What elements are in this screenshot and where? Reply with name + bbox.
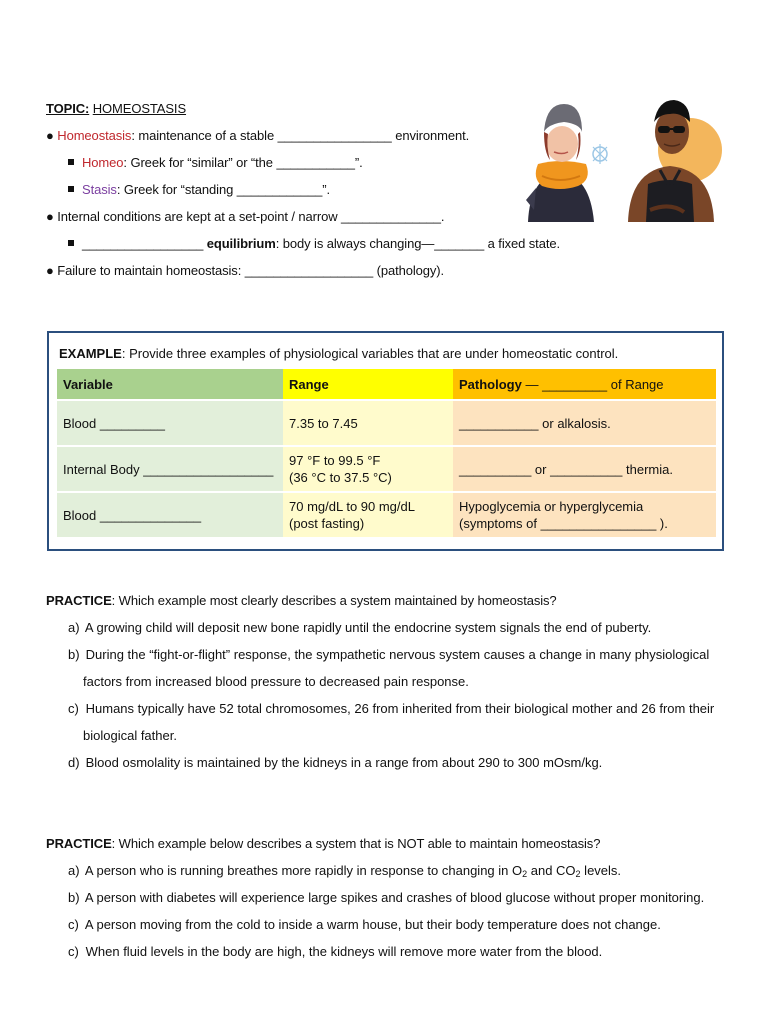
topic-heading: [46, 100, 186, 117]
table-row: [57, 446, 716, 492]
option-letter: c): [68, 944, 79, 959]
term-homeostasis: Homeostasis: [57, 128, 132, 143]
option-text: A person moving from the cold to inside a warm house, but their body temperature does not change.: [84, 917, 661, 932]
cell-variable: Internal Body __________________: [57, 446, 283, 492]
option-letter: c): [68, 917, 79, 932]
practice-question-text: : Which example most clearly describes a system maintained by homeostasis?: [111, 593, 557, 608]
header-variable: Variable: [57, 369, 283, 400]
option-text: When fluid levels in the body are high, the kidneys will remove more water from the blood.: [85, 944, 603, 959]
answer-option[interactable]: [68, 754, 602, 771]
option-text-continued: biological father.: [83, 728, 177, 743]
cell-range-line1: 70 mg/dL to 90 mg/dL: [289, 499, 415, 514]
cell-pathology-line1: Hypoglycemia or hyperglycemia: [459, 499, 644, 514]
cell-pathology-line2: (symptoms of ________________ ).: [459, 516, 668, 531]
header-range: Range: [283, 369, 453, 400]
practice-question: [46, 592, 557, 609]
bullet-failure: [46, 262, 444, 279]
option-text-part: A person who is running breathes more rapidly in response to changing in O: [84, 863, 523, 878]
sub-bullet-text: : Greek for “standing ____________”.: [116, 182, 331, 197]
term-equilibrium: equilibrium: [206, 236, 276, 251]
answer-option[interactable]: [68, 889, 704, 906]
sub-bullet-text: : body is always changing—_______ a fixed state.: [275, 236, 560, 251]
hot-cold-people-illustration: [520, 92, 730, 227]
cell-pathology: __________ or __________ thermia.: [453, 446, 716, 492]
cell-range-line2: (36 °C to 37.5 °C): [289, 470, 392, 485]
cell-range: [283, 446, 453, 492]
topic-title: HOMEOSTASIS: [92, 101, 187, 116]
option-text: During the “fight-or-flight” response, the sympathetic nervous system causes a change in many physiological: [85, 647, 710, 662]
option-text: Blood osmolality is maintained by the kidneys in a range from about 290 to 300 mOsm/kg.: [85, 755, 603, 770]
square-bullet-icon: [68, 186, 74, 192]
option-letter: a): [68, 863, 80, 878]
option-text: A person with diabetes will experience large spikes and crashes of blood glucose without proper monitoring.: [84, 890, 705, 905]
cell-variable: Blood ______________: [57, 492, 283, 538]
answer-option[interactable]: [68, 862, 621, 879]
sub-bullet-text: : Greek for “similar” or “the ___________”.: [123, 155, 363, 170]
cell-variable: Blood _________: [57, 400, 283, 446]
cold-person-figure: [526, 104, 607, 222]
bullet-internal-conditions: [46, 208, 444, 225]
subscript: 2: [522, 869, 528, 879]
sub-bullet-homeo: [68, 154, 363, 171]
option-text-continued: factors from increased blood pressure to decreased pain response.: [83, 674, 469, 689]
blank: _________________: [82, 236, 207, 251]
sub-bullet-stasis: [68, 181, 330, 198]
square-bullet-icon: [68, 240, 74, 246]
option-text: [85, 863, 621, 878]
answer-option[interactable]: [68, 646, 709, 663]
bullet-dot: ●: [46, 209, 54, 224]
bullet-homeostasis: [46, 127, 469, 144]
cell-pathology: ___________ or alkalosis.: [453, 400, 716, 446]
bullet-text: : maintenance of a stable ________________ environment.: [131, 128, 470, 143]
cell-range-line1: 97 °F to 99.5 °F: [289, 453, 381, 468]
answer-option[interactable]: [68, 619, 651, 636]
option-letter: c): [68, 701, 79, 716]
option-text: Humans typically have 52 total chromosomes, 26 from inherited from their biological mother and 26 from their: [85, 701, 715, 716]
bullet-text: Failure to maintain homeostasis: __________________ (pathology).: [57, 263, 445, 278]
example-prompt: [59, 345, 618, 362]
topic-label: TOPIC:: [46, 101, 90, 116]
bullet-text: Internal conditions are kept at a set-point / narrow ______________.: [57, 209, 445, 224]
answer-option[interactable]: [68, 943, 602, 960]
answer-option[interactable]: [68, 916, 661, 933]
hot-person-figure: [628, 100, 722, 222]
option-text-part: and CO: [527, 863, 576, 878]
term-stasis: Stasis: [82, 182, 117, 197]
table-row: [57, 492, 716, 538]
header-pathology: [453, 369, 716, 400]
option-text-part: levels.: [580, 863, 622, 878]
answer-option[interactable]: [68, 700, 714, 717]
cell-pathology: [453, 492, 716, 538]
practice-question-text: : Which example below describes a system that is NOT able to maintain homeostasis?: [111, 836, 601, 851]
example-prompt-text: : Provide three examples of physiological variables that are under homeostatic control.: [121, 346, 619, 361]
option-text: A growing child will deposit new bone rapidly until the endocrine system signals the end of puberty.: [84, 620, 652, 635]
header-pathology-bold: Pathology: [459, 376, 522, 392]
term-homeo: Homeo: [82, 155, 124, 170]
example-label: EXAMPLE: [59, 346, 122, 361]
example-table: [57, 369, 716, 539]
subscript: 2: [575, 869, 581, 879]
header-pathology-rest: — _________ of Range: [521, 376, 664, 392]
cell-range: 7.35 to 7.45: [283, 400, 453, 446]
option-letter: d): [68, 755, 80, 770]
option-letter: b): [68, 890, 80, 905]
square-bullet-icon: [68, 159, 74, 165]
table-header-row: [57, 369, 716, 400]
sub-bullet-equilibrium: [68, 235, 560, 252]
bullet-dot: ●: [46, 128, 54, 143]
bullet-dot: ●: [46, 263, 54, 278]
option-letter: a): [68, 620, 80, 635]
cell-range-line2: (post fasting): [289, 516, 365, 531]
practice-label: PRACTICE: [46, 836, 112, 851]
cell-range: [283, 492, 453, 538]
practice-label: PRACTICE: [46, 593, 112, 608]
option-letter: b): [68, 647, 80, 662]
example-box: [47, 331, 724, 551]
table-row: [57, 400, 716, 446]
practice-question: [46, 835, 600, 852]
